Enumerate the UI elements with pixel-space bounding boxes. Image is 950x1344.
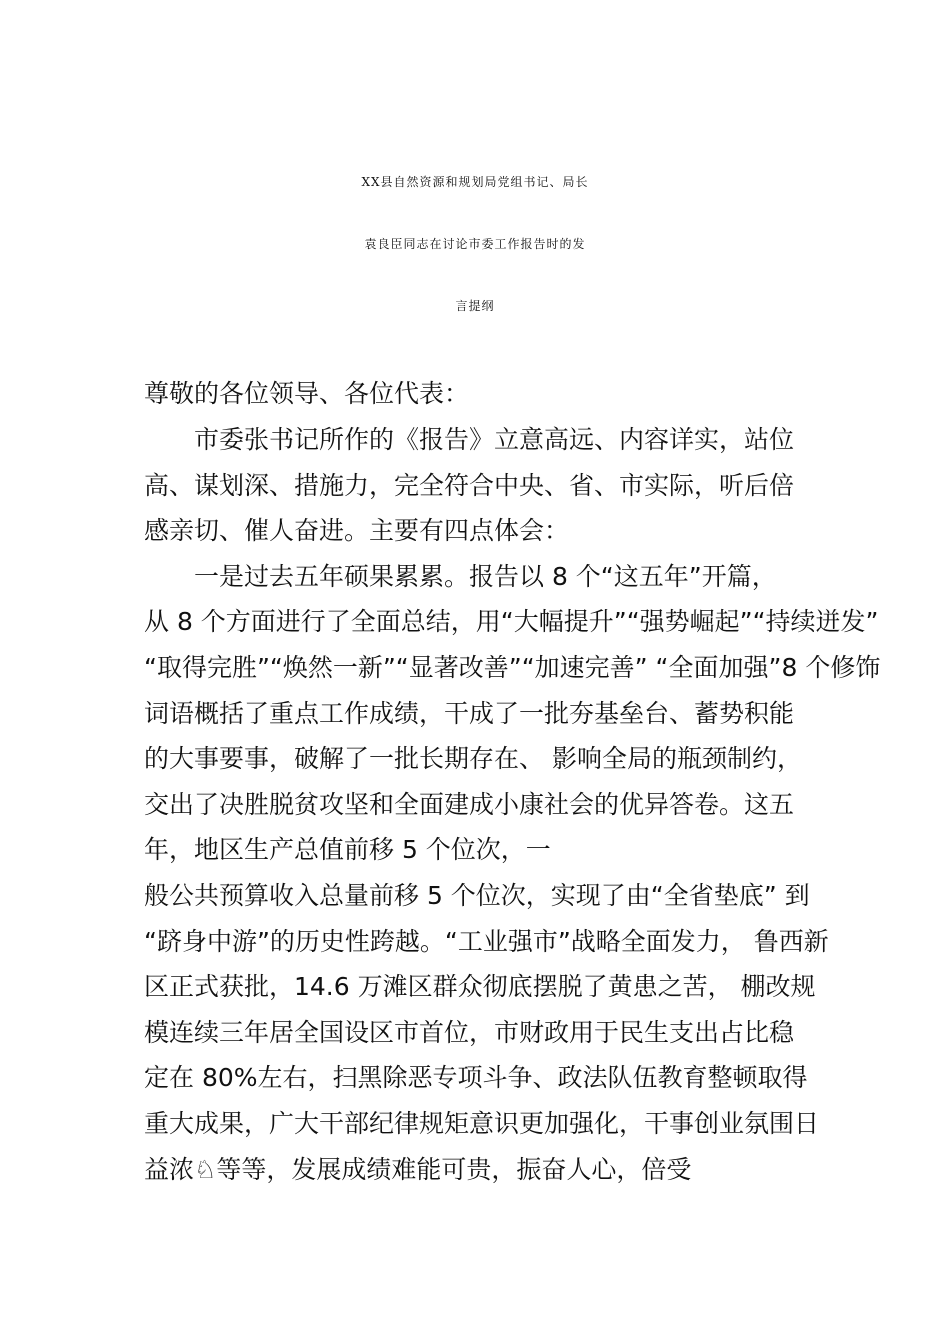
paragraph-line: 般公共预算收入总量前移 5 个位次，实现了由“全省垫底” 到 bbox=[144, 881, 810, 910]
paragraph-line: 从 8 个方面进行了全面总结，用“大幅提升”“强势崛起”“持续迸发” bbox=[144, 607, 879, 636]
paragraph-line: 益浓♘等等，发展成绩难能可贵，振奋人心，倍受 bbox=[144, 1155, 692, 1184]
paragraph-line: 高、谋划深、措施力，完全符合中央、省、市实际，听后倍 bbox=[144, 471, 795, 500]
paragraph-line: 一是过去五年硕果累累。报告以 8 个“这五年”开篇， bbox=[194, 562, 777, 591]
paragraph-line: “取得完胜”“焕然一新”“显著改善”“加速完善” “全面加强”8 个修饰 bbox=[144, 653, 881, 682]
paragraph-line: 感亲切、催人奋进。主要有四点体会： bbox=[144, 516, 570, 545]
salutation: 尊敬的各位领导、各位代表： bbox=[144, 379, 470, 408]
paragraph-line: 区正式获批，14.6 万滩区群众彻底摆脱了黄患之苦， 棚改规 bbox=[144, 972, 816, 1001]
paragraph-line: 定在 80%左右，扫黑除恶专项斗争、政法队伍教育整顿取得 bbox=[144, 1063, 808, 1092]
paragraph-line: 重大成果，广大干部纪律规矩意识更加强化，干事创业氛围日 bbox=[144, 1109, 820, 1138]
paragraph-line: 交出了决胜脱贫攻坚和全面建成小康社会的优异答卷。这五 bbox=[144, 790, 795, 819]
title-line-3: 言提纲 bbox=[455, 299, 495, 313]
paragraph-line: 市委张书记所作的《报告》立意高远、内容详实，站位 bbox=[194, 425, 795, 454]
title-line-2: 袁良臣同志在讨论市委工作报告时的发 bbox=[364, 237, 586, 251]
paragraph-line: 模连续三年居全国设区市首位，市财政用于民生支出占比稳 bbox=[144, 1018, 795, 1047]
paragraph-line: 的大事要事，破解了一批长期存在、 影响全局的瓶颈制约， bbox=[144, 744, 802, 773]
paragraph-line: 年，地区生产总值前移 5 个位次，一 bbox=[144, 835, 551, 864]
paragraph-line: 词语概括了重点工作成绩，干成了一批夯基垒台、蓄势积能 bbox=[144, 699, 795, 728]
title-line-1: XX县自然资源和规划局党组书记、局长 bbox=[361, 175, 589, 189]
paragraph-line: “跻身中游”的历史性跨越。“工业强市”战略全面发力， 鲁西新 bbox=[144, 927, 829, 956]
